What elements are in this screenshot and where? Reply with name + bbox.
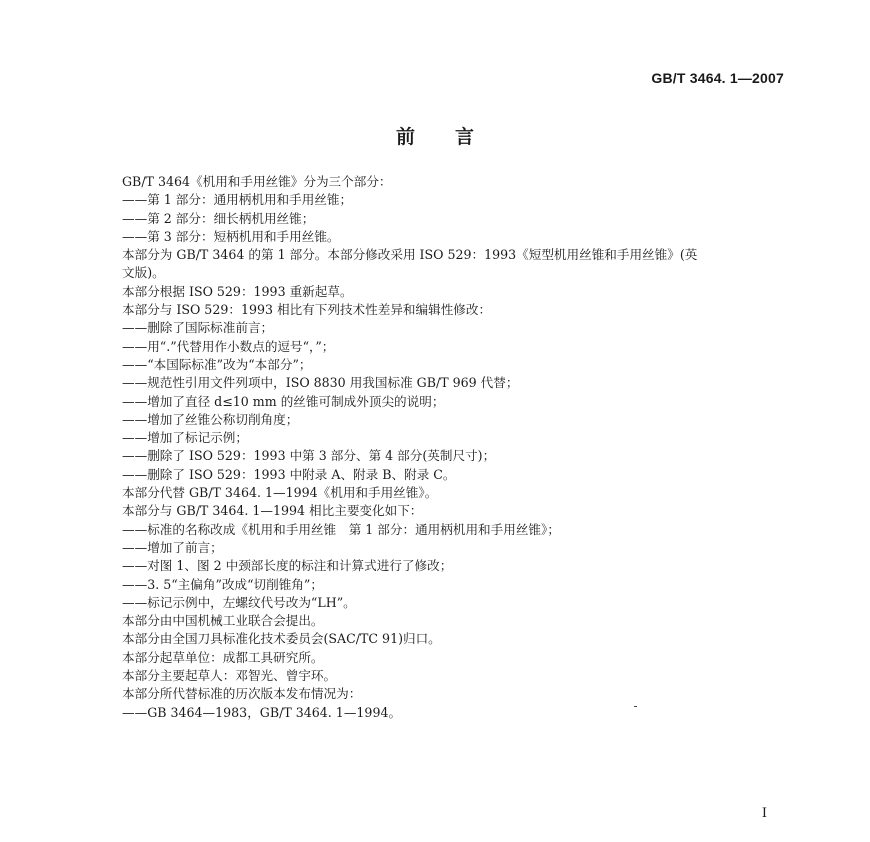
list-item: ——第 1 部分：通用柄机用和手用丝锥； <box>122 192 353 208</box>
preface-body <box>122 173 762 722</box>
paragraph-line: 本部分起草单位：成都工具研究所。 <box>122 649 324 665</box>
paragraph-line: 本部分主要起草人：邓智光、曾宇环。 <box>122 668 337 684</box>
list-item: ——用“.”代替用作小数点的逗号“，”； <box>122 338 335 354</box>
paragraph-line: 本部分所代替标准的历次版本发布情况为： <box>122 686 362 702</box>
list-item: ——标准的名称改成《机用和手用丝锥 第 1 部分：通用柄机用和手用丝锥》； <box>122 521 560 537</box>
paragraph-line: 本部分根据 ISO 529：1993 重新起草。 <box>122 283 353 299</box>
standard-number: GB/T 3464. 1—2007 <box>651 70 784 86</box>
scan-speck <box>634 706 637 707</box>
list-item: ——GB 3464—1983，GB/T 3464. 1—1994。 <box>122 704 402 720</box>
list-item: ——增加了标记示例； <box>122 430 248 446</box>
list-item: ——3. 5“主偏角”改成“切削锥角”； <box>122 576 323 592</box>
list-item: ——规范性引用文件列项中，ISO 8830 用我国标准 GB/T 969 代替； <box>122 375 519 391</box>
paragraph-line: 本部分由全国刀具标准化技术委员会(SAC/TC 91)归口。 <box>122 631 441 647</box>
list-item: ——删除了国际标准前言； <box>122 320 274 336</box>
list-item: ——“本国际标准”改为“本部分”； <box>122 356 312 372</box>
list-item: ——增加了前言； <box>122 539 223 555</box>
paragraph-line: 本部分代替 GB/T 3464. 1—1994《机用和手用丝锥》。 <box>122 485 438 501</box>
list-item: ——删除了 ISO 529：1993 中第 3 部分、第 4 部分(英制尺寸)； <box>122 448 496 464</box>
list-item: ——对图 1、图 2 中颈部长度的标注和计算式进行了修改； <box>122 558 453 574</box>
paragraph-line: 本部分与 ISO 529：1993 相比有下列技术性差异和编辑性修改： <box>122 302 492 318</box>
page-title: 前言 <box>395 126 514 148</box>
list-item: ——第 2 部分：细长柄机用丝锥； <box>122 210 315 226</box>
list-item: ——第 3 部分：短柄机用和手用丝锥。 <box>122 228 340 244</box>
page-number: I <box>761 806 767 821</box>
list-item: ——删除了 ISO 529：1993 中附录 A、附录 B、附录 C。 <box>122 466 456 482</box>
list-item: ——标记示例中，左螺纹代号改为“LH”。 <box>122 594 356 610</box>
paragraph-line: 本部分为 GB/T 3464 的第 1 部分。本部分修改采用 ISO 529：1993《短型机用丝锥和手用丝锥》(英 <box>122 247 698 263</box>
list-item: ——增加了直径 d≤10 mm 的丝锥可制成外顶尖的说明； <box>122 393 445 409</box>
list-item: ——增加了丝锥公称切削角度； <box>122 411 299 427</box>
paragraph-line: 本部分与 GB/T 3464. 1—1994 相比主要变化如下： <box>122 503 423 519</box>
paragraph-line: 本部分由中国机械工业联合会提出。 <box>122 613 324 629</box>
paragraph-line: 文版)。 <box>122 265 165 281</box>
paragraph-line: GB/T 3464《机用和手用丝锥》分为三个部分： <box>122 174 392 189</box>
